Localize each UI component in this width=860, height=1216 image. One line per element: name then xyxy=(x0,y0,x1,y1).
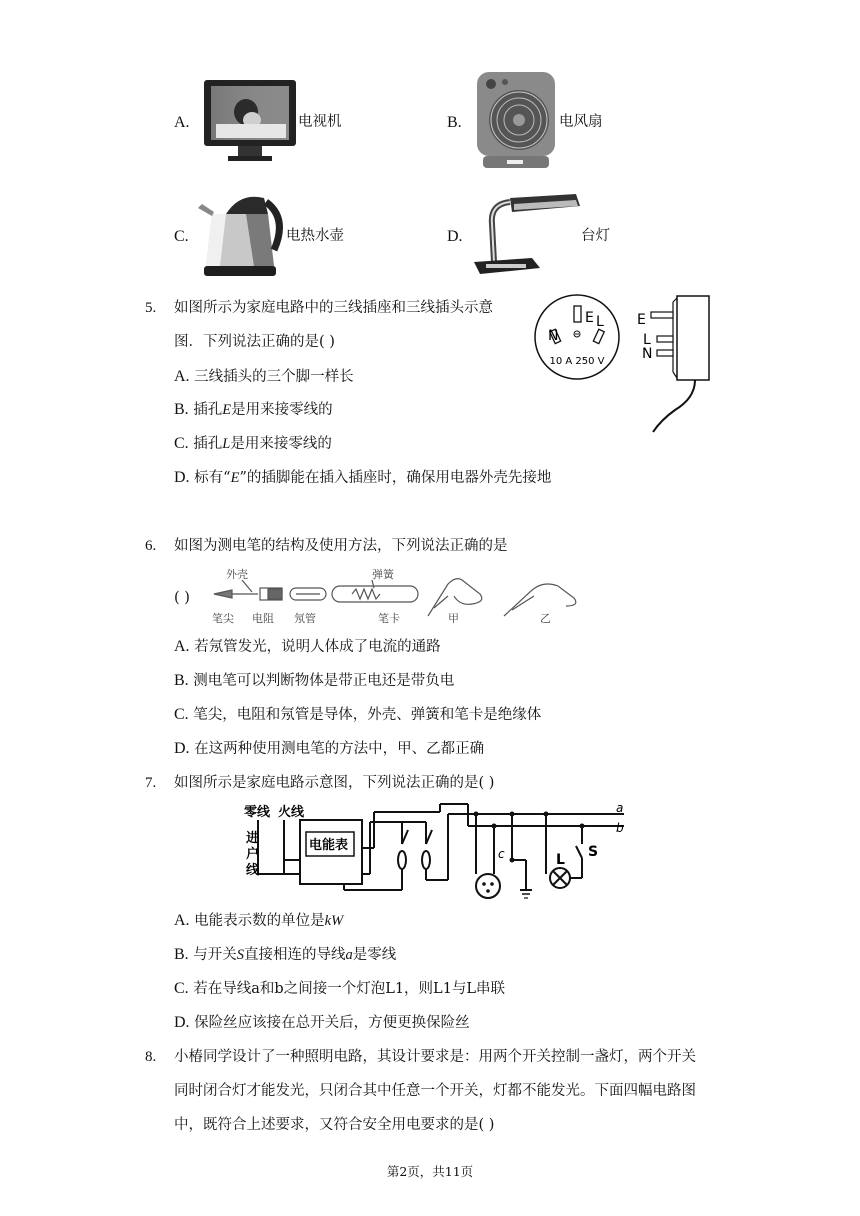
q7-stem: 如图所示是家庭电路示意图，下列说法正确的是( ) xyxy=(174,775,495,791)
q4-option-b-name: 电风扇 xyxy=(559,114,603,130)
circuit-label-c: c xyxy=(498,847,505,861)
circuit-label-live: 火线 xyxy=(278,805,305,820)
socket-label-n: N xyxy=(548,328,559,344)
three-pin-socket-figure xyxy=(532,292,622,382)
q8-number: 8. xyxy=(145,1049,157,1065)
q8-line1: 小椿同学设计了一种照明电路，其设计要求是：用两个开关控制一盏灯，两个开关 xyxy=(174,1049,696,1065)
plug-label-l: L xyxy=(643,332,651,348)
circuit-label-a: a xyxy=(616,801,624,815)
q7-option-c: C. 若在导线a和b之间接一个灯泡L1，则L1与L串联 xyxy=(174,980,506,997)
q5-number: 5. xyxy=(145,300,157,316)
plug-label-n: N xyxy=(642,346,653,362)
pen-label-yi: 乙 xyxy=(540,612,551,625)
q5-option-c: C. 插孔L是用来接零线的 xyxy=(174,435,332,452)
circuit-label-lamp: L xyxy=(556,852,565,868)
pen-label-tip: 笔尖 xyxy=(212,612,234,625)
socket-label-e: E xyxy=(585,310,594,326)
q6-paren: ( ) xyxy=(174,590,190,606)
kettle-icon xyxy=(196,188,288,282)
q8-line2: 同时闭合灯才能发光，只闭合其中任意一个开关，灯都不能发光。下面四幅电路图 xyxy=(174,1083,696,1099)
circuit-label-entry-2: 户 xyxy=(246,847,260,862)
q4-option-c-letter: C. xyxy=(174,228,189,245)
q4-option-b-letter: B. xyxy=(447,114,462,131)
q5-option-b: B. 插孔E是用来接零线的 xyxy=(174,401,333,418)
q4-option-d-letter: D. xyxy=(447,228,463,245)
q7-option-b: B. 与开关S直接相连的导线a是零线 xyxy=(174,946,397,963)
q5-stem-line1: 如图所示为家庭电路中的三线插座和三线插头示意 xyxy=(174,300,493,316)
q5-option-d: D. 标有“E”的插脚能在插入插座时，确保用电器外壳先接地 xyxy=(174,469,552,486)
q5-stem-line2: 图．下列说法正确的是( ) xyxy=(174,334,335,350)
household-circuit-figure xyxy=(244,800,634,904)
pen-label-resistor: 电阻 xyxy=(252,612,274,625)
q6-option-a: A. 若氖管发光，说明人体成了电流的通路 xyxy=(174,638,441,655)
three-pin-plug-figure xyxy=(633,292,713,436)
pen-label-jia: 甲 xyxy=(448,612,459,625)
q6-option-c: C. 笔尖，电阻和氖管是导体，外壳、弹簧和笔卡是绝缘体 xyxy=(174,706,542,723)
q6-number: 6. xyxy=(145,538,157,554)
q7-number: 7. xyxy=(145,775,157,791)
desk-lamp-icon xyxy=(470,190,582,280)
q7-option-a: A. 电能表示数的单位是kW xyxy=(174,912,344,929)
q6-stem: 如图为测电笔的结构及使用方法，下列说法正确的是 xyxy=(174,538,508,554)
q6-option-d: D. 在这两种使用测电笔的方法中，甲、乙都正确 xyxy=(174,740,485,757)
q7-option-d: D. 保险丝应该接在总开关后，方便更换保险丝 xyxy=(174,1014,470,1031)
page-footer: 第2页，共11页 xyxy=(386,1164,474,1179)
q5-option-a: A. 三线插头的三个脚一样长 xyxy=(174,368,354,385)
q6-option-b: B. 测电笔可以判断物体是带正电还是带负电 xyxy=(174,672,455,689)
circuit-label-meter: 电能表 xyxy=(309,838,349,853)
pen-label-spring: 弹簧 xyxy=(372,568,394,581)
socket-rating: 10 A 250 V xyxy=(549,356,605,367)
q8-line3: 中，既符合上述要求，又符合安全用电要求的是( ) xyxy=(174,1117,495,1133)
q4-option-c-name: 电热水壶 xyxy=(286,228,344,244)
q4-option-d-name: 台灯 xyxy=(581,228,610,244)
test-pen-figure xyxy=(212,566,592,628)
tv-icon xyxy=(202,72,298,166)
q4-option-a-letter: A. xyxy=(174,114,190,131)
pen-label-neon: 氖管 xyxy=(294,612,316,625)
fan-icon xyxy=(473,70,559,170)
circuit-label-switch: S xyxy=(588,844,599,860)
circuit-label-b: b xyxy=(616,821,624,835)
q4-option-a-name: 电视机 xyxy=(298,114,342,130)
circuit-label-entry-1: 进 xyxy=(246,831,260,846)
plug-label-e: E xyxy=(637,312,646,328)
circuit-label-neutral: 零线 xyxy=(244,805,271,820)
pen-label-shell: 外壳 xyxy=(226,568,248,581)
pen-label-clip: 笔卡 xyxy=(378,612,400,625)
socket-label-l: L xyxy=(596,314,604,330)
circuit-label-entry-3: 线 xyxy=(246,863,260,878)
